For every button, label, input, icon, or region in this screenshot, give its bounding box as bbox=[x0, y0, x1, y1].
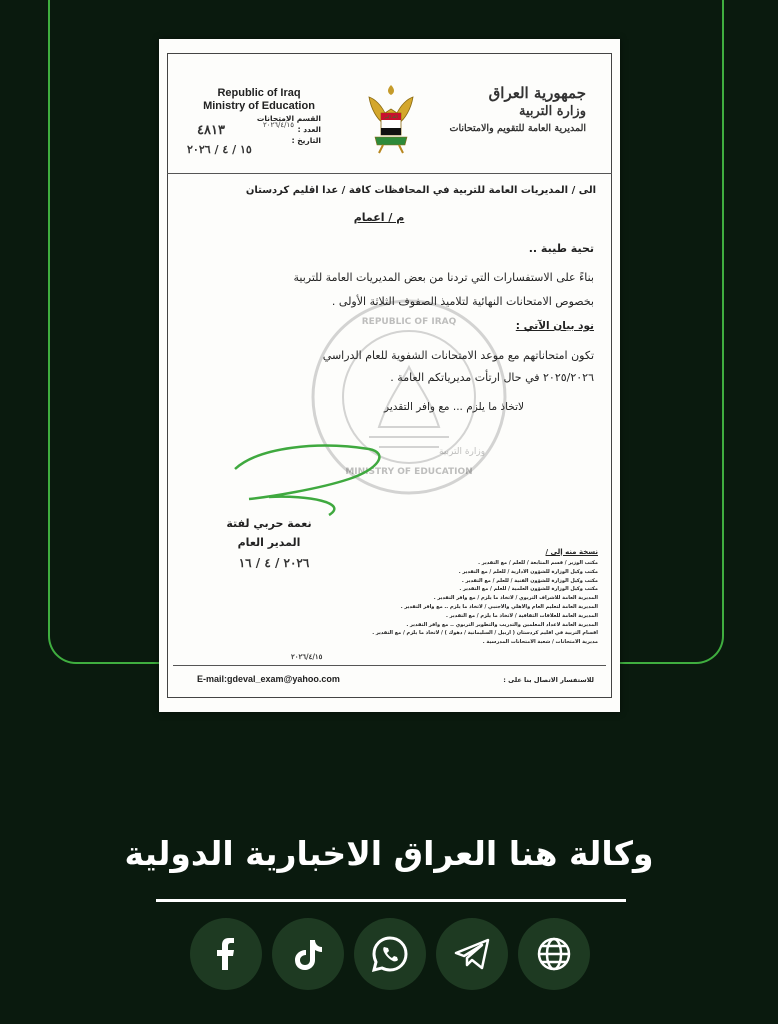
tiktok-icon bbox=[288, 934, 328, 974]
email: E-mail:gdeval_exam@yahoo.com bbox=[197, 674, 340, 684]
copy-line: مديرية الامتحانات / شعبة الامتحانات المدرسية . bbox=[482, 639, 598, 646]
copy-line: مكتب وكيل الوزارة للشؤون العلمية / للعلم / مع التقدير . bbox=[459, 586, 598, 593]
signer-title: المدير العام bbox=[237, 536, 301, 549]
header-en-line-2: Ministry of Education bbox=[203, 100, 315, 112]
stamp-text-bottom: MINISTRY OF EDUCATION bbox=[345, 467, 473, 477]
tiktok-button[interactable] bbox=[272, 918, 344, 990]
stamp-text-ar: وزارة التربية bbox=[439, 447, 486, 457]
subject: م / اعمام bbox=[353, 211, 405, 224]
copy-line: المديرية العامة للاشراف التربوي / لاتخاذ ما يلزم / مع وافر التقدير . bbox=[433, 595, 598, 602]
notice-line-1: تكون امتحاناتهم مع موعد الامتحانات الشفوية للعام الدراسي bbox=[322, 349, 594, 362]
stamp-text-top: REPUBLIC OF IRAQ bbox=[361, 317, 457, 327]
meta-label-dept: القسم الامتحانات bbox=[256, 114, 321, 123]
header-ar-line-2: وزارة التربية bbox=[519, 104, 586, 119]
addressee: الى / المديريات العامة للتربية في المحافظات كافة / عدا اقليم كردستان bbox=[245, 185, 596, 196]
meta-number-value: ٤٨١٣ bbox=[197, 123, 225, 138]
copy-heading: نسخة منه إلى / bbox=[545, 548, 598, 556]
header-separator bbox=[167, 173, 612, 174]
whatsapp-icon bbox=[370, 934, 410, 974]
footer-separator bbox=[173, 665, 606, 666]
body-line-2: بخصوص الامتحانات النهائية لتلاميذ الصفوف الثلاثة الأولى . bbox=[331, 295, 594, 308]
facebook-button[interactable] bbox=[190, 918, 262, 990]
signature bbox=[229, 439, 389, 519]
meta-small-date: ٢٠٢٦/٤/١٥ bbox=[263, 121, 295, 129]
greeting: تحية طيبة .. bbox=[528, 242, 594, 255]
header-ar bbox=[436, 83, 586, 137]
agency-underline bbox=[156, 899, 626, 902]
notice-intro: نود بيان الآتي : bbox=[515, 320, 594, 332]
copy-line: مكتب الوزير / قسم المتابعة / للعلم / مع التقدير . bbox=[478, 560, 598, 566]
website-button[interactable] bbox=[518, 918, 590, 990]
header-ar-line-1: جمهورية العراق bbox=[488, 84, 586, 102]
copy-line: اقسام التربية في اقليم كردستان ( اربيل / السليمانية / دهوك ) / لاتخاذ ما يلزم / مع التقدير . bbox=[372, 630, 598, 637]
header-ar-line-3: المديرية العامة للتقويم والامتحانات bbox=[449, 123, 586, 134]
signer-name: نعمة حربي لفتة bbox=[226, 517, 312, 530]
copy-line: المديرية العامة للعلاقات الثقافية / لاتخاذ ما يلزم / مع التقدير . bbox=[446, 612, 598, 619]
telegram-button[interactable] bbox=[436, 918, 508, 990]
header-en-line-1: Republic of Iraq bbox=[217, 87, 301, 99]
globe-icon bbox=[534, 934, 574, 974]
document-page bbox=[159, 39, 620, 712]
copy-line: مكتب وكيل الوزارة للشؤون الادارية / للعلم / مع التقدير . bbox=[458, 568, 598, 575]
copy-line: مكتب وكيل الوزارة للشؤون الفنية / للعلم / مع التقدير . bbox=[461, 577, 598, 584]
copy-date: ٢٠٢٦/٤/١٥ bbox=[291, 652, 323, 661]
header-en bbox=[189, 87, 329, 113]
signer-date: ٢٠٢٦ / ٤ / ١٦ bbox=[238, 556, 310, 570]
meta-label-number: العدد : bbox=[297, 125, 321, 134]
meta-labels bbox=[251, 113, 321, 146]
whatsapp-button[interactable] bbox=[354, 918, 426, 990]
closing-line: لاتخاذ ما يلزم ... مع وافر التقدير bbox=[384, 401, 524, 413]
telegram-icon bbox=[452, 934, 492, 974]
notice-line-2: ٢٠٢٥/٢٠٢٦ في حال ارتأت مديرياتكم العامة . bbox=[390, 371, 594, 384]
contact-label: للاستفسار الاتصال بنا على : bbox=[503, 676, 594, 684]
emblem-text: الله اكبر bbox=[384, 114, 398, 119]
agency-name: وكالة هنا العراق الاخبارية الدولية bbox=[124, 834, 654, 873]
body-line-1: بناءً على الاستفسارات التي تردنا من بعض المديريات العامة للتربية bbox=[293, 271, 594, 284]
meta-label-date: التاريخ : bbox=[291, 136, 321, 145]
facebook-icon bbox=[206, 934, 246, 974]
copy-list bbox=[348, 559, 598, 647]
meta-date-value: ١٥ / ٤ / ٢٠٢٦ bbox=[187, 143, 252, 156]
copy-line: المديرية العامة لاعداد المعلمين والتدريب والتطوير التربوي .. مع وافر التقدير . bbox=[406, 621, 598, 628]
copy-line: المديرية العامة لتعليم العام والاهلي والاجنبي / لاتخاذ ما يلزم .. مع وافر التقدير . bbox=[400, 603, 598, 610]
